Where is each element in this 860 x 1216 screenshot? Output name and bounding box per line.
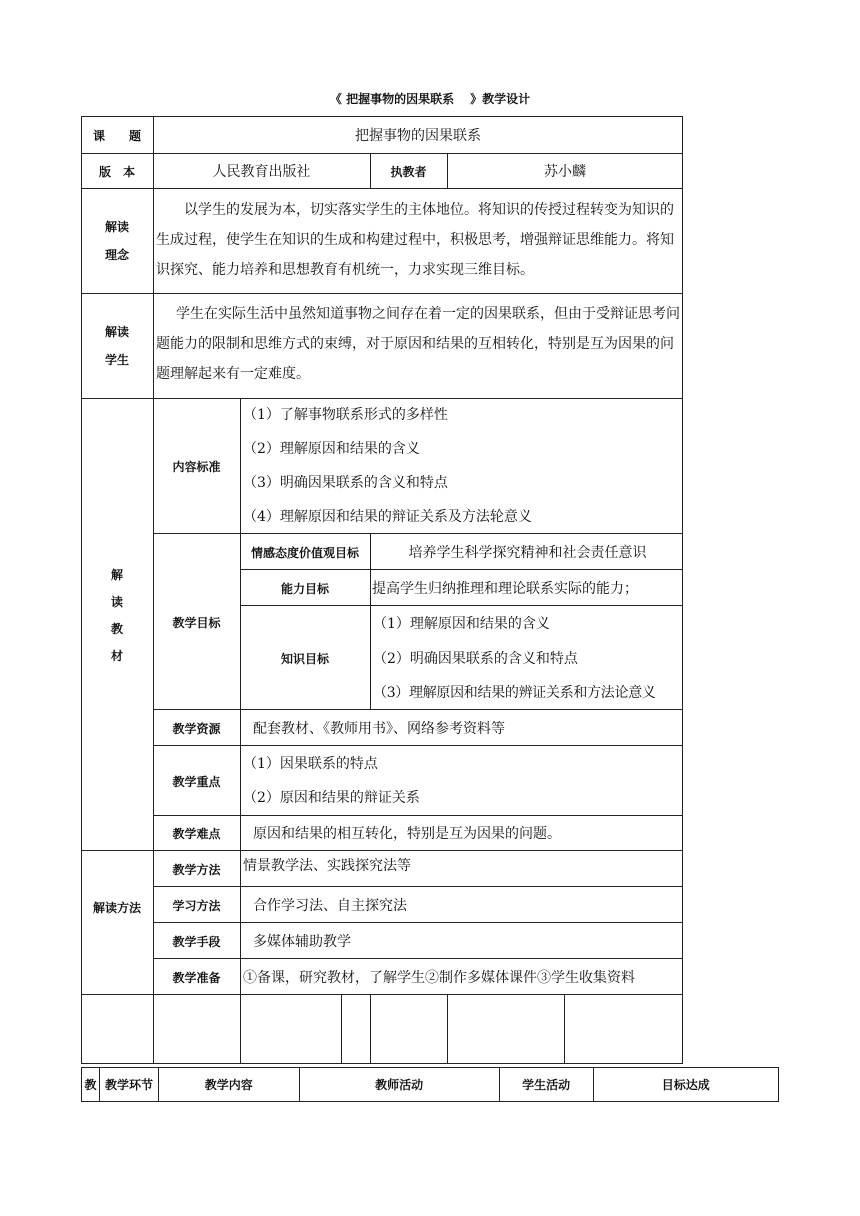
method-row-value: 多媒体辅助教学	[253, 934, 351, 950]
document-title	[0, 90, 860, 107]
key-points-label: 教学重点	[172, 775, 221, 789]
row-divider	[81, 293, 683, 294]
knowledge-objective-item: （2）明确因果联系的含义和特点	[373, 651, 578, 667]
row-divider	[153, 922, 683, 923]
document-title-suffix: 》教学设计	[470, 92, 531, 106]
column-divider	[370, 994, 371, 1064]
edition-value: 人民教育出版社	[212, 164, 311, 180]
row-divider	[81, 850, 683, 851]
column-divider	[447, 994, 448, 1064]
resources-value: 配套教材、《教师用书》、网络参考资料等	[253, 721, 505, 737]
method-row-label: 教学方法	[172, 863, 221, 877]
edition-label: 版 本	[98, 165, 135, 179]
difficulty-label: 教学难点	[172, 827, 221, 841]
row-divider	[153, 709, 683, 710]
topic-label: 课 题	[92, 129, 141, 143]
column-divider	[341, 994, 342, 1064]
philosophy-label	[81, 213, 153, 269]
knowledge-objective-item: （3）理解原因和结果的辨证关系和方法论意义	[373, 685, 656, 701]
method-row-value: 情景教学法、实践探究法等	[243, 858, 411, 874]
emotion-objective-value: 培养学生科学探究精神和社会责任意识	[408, 545, 647, 561]
row-divider	[240, 605, 683, 606]
row-divider	[153, 745, 683, 746]
row-divider	[153, 958, 683, 959]
table-row	[82, 1068, 779, 1102]
knowledge-objective-item: （1）理解原因和结果的含义	[373, 616, 550, 632]
header-cell: 教学内容	[158, 1068, 299, 1102]
philosophy-text: 以学生的发展为本，切实落实学生的主体地位。将知识的传授过程转变为知识的生成过程，使学生在知识的生成和构建过程中，积极思考，增强辩证思维能力。将知识探究、能力培养和思想教育有机统一，力求实现三维目标。	[156, 202, 674, 278]
method-row-value: ①备课，研究教材，了解学生②制作多媒体课件③学生收集资料	[243, 970, 635, 986]
header-cell: 学生活动	[499, 1068, 593, 1102]
difficulty-value: 原因和结果的相互转化，特别是互为因果的问题。	[253, 826, 561, 842]
column-divider	[564, 994, 565, 1064]
textbook-label-char: 教	[110, 622, 123, 636]
textbook-label-char: 解	[110, 568, 123, 582]
author-value: 苏小麟	[544, 164, 586, 180]
header-cell: 教师活动	[299, 1068, 499, 1102]
content-standard-label: 内容标准	[172, 460, 221, 474]
author-label: 执教者	[390, 165, 427, 179]
ability-objective-label: 能力目标	[280, 582, 329, 596]
header-cell: 教学环节	[99, 1068, 158, 1102]
column-divider	[240, 398, 241, 994]
row-divider	[81, 153, 683, 154]
header-cell: 目标达成	[593, 1068, 778, 1102]
column-divider	[370, 533, 371, 709]
philosophy-label-line: 理念	[104, 248, 129, 262]
students-label-line: 解读	[104, 325, 129, 339]
emotion-objective-label: 情感态度价值观目标	[250, 546, 359, 560]
textbook-label-char: 读	[110, 595, 123, 609]
students-text: 学生在实际生活中虽然知道事物之间存在着一定的因果联系，但由于受辩证思考问题能力的限制和思维方式的束缚，对于原因和结果的互相转化，特别是互为因果的问题理解起来有一定难度。	[156, 306, 680, 382]
students-label-line: 学生	[104, 353, 129, 367]
content-standard-item: （4）理解原因和结果的辩证关系及方法轮意义	[243, 509, 532, 525]
topic-value: 把握事物的因果联系	[355, 128, 481, 144]
ability-objective-value: 提高学生归纳推理和理论联系实际的能力；	[372, 581, 638, 597]
content-standard-item: （3）明确因果联系的含义和特点	[243, 475, 448, 491]
header-cell: 教	[82, 1068, 100, 1102]
philosophy-label-line: 解读	[104, 220, 129, 234]
column-divider	[240, 994, 241, 1064]
knowledge-objective-label: 知识目标	[280, 652, 329, 666]
resources-label: 教学资源	[172, 722, 221, 736]
textbook-label-char: 材	[110, 649, 123, 663]
document-title-main: 《 把握事物的因果联系	[329, 92, 455, 106]
row-divider	[81, 398, 683, 399]
row-divider	[81, 994, 683, 995]
methods-label: 解读方法	[92, 901, 141, 915]
method-row-label: 教学准备	[172, 971, 221, 985]
method-row-label: 学习方法	[172, 899, 221, 913]
column-divider	[153, 116, 154, 1064]
key-point-item: （2）原因和结果的辩证关系	[243, 790, 420, 806]
content-standard-item: （2）理解原因和结果的含义	[243, 441, 420, 457]
row-divider	[81, 188, 683, 189]
key-point-item: （1）因果联系的特点	[243, 756, 378, 772]
textbook-label	[81, 562, 153, 670]
students-label	[81, 318, 153, 374]
row-divider	[240, 569, 683, 570]
row-divider	[153, 886, 683, 887]
teaching-process-header-table	[81, 1067, 779, 1102]
row-divider	[153, 815, 683, 816]
method-row-label: 教学手段	[172, 935, 221, 949]
row-divider	[153, 533, 683, 534]
content-standard-item: （1）了解事物联系形式的多样性	[243, 407, 448, 423]
method-row-value: 合作学习法、自主探究法	[253, 898, 407, 914]
objectives-label: 教学目标	[172, 616, 221, 630]
